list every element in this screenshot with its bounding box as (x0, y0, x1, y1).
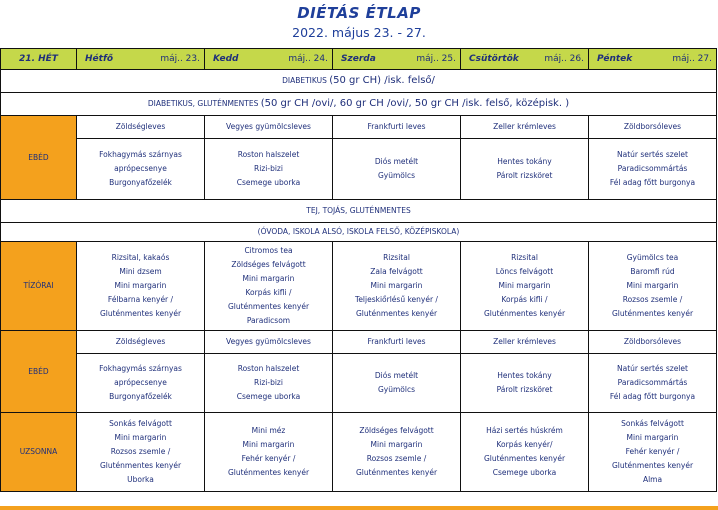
snack-cell (77, 413, 205, 492)
day-date: máj.. 27. (672, 54, 712, 64)
section-row-diabetic (1, 70, 717, 93)
dish-line: Rozsos zsemle / (366, 454, 427, 463)
day-name: Szerda (341, 54, 376, 64)
soup-cell: Vegyes gyümölcsleves (205, 116, 333, 139)
page-title: DIÉTÁS ÉTLAP (297, 4, 421, 22)
day-header-row (1, 49, 717, 70)
dish-line: Mini margarin (114, 281, 167, 290)
dish-line: Paradicsom (246, 316, 291, 325)
dish-line: Natúr sertés szelet (617, 364, 688, 373)
snack-cell (589, 413, 717, 492)
dish-line: Házi sertés húskrém (486, 426, 563, 435)
dish-line: aprópecsenye (114, 164, 167, 173)
section-row-diabetic-gluten (1, 93, 717, 116)
soup-cell: Zeller krémleves (461, 116, 589, 139)
main-dish-cell (589, 139, 717, 200)
dish-line: Alma (642, 475, 663, 484)
snack-cell (461, 413, 589, 492)
day-name: Kedd (213, 54, 239, 64)
dish-line: Gluténmentes kenyér (611, 309, 694, 318)
soup-cell: Zöldborsóleves (589, 331, 717, 354)
dish-line: Fokhagymás szárnyas (99, 150, 182, 159)
main-dish-cell (77, 354, 205, 413)
dish-line: Mini margarin (370, 440, 423, 449)
dish-line: Gluténmentes kenyér (611, 461, 694, 470)
section-note: (50 gr CH /ovi/, 60 gr CH /ovi/, 50 gr CH /isk. felső, középisk. ) (260, 98, 570, 109)
dish-line: Rozsos zsemle / (110, 447, 171, 456)
meal-label-tizorai: TÍZÓRAI (1, 242, 77, 331)
bottom-accent-bar (0, 506, 718, 510)
dish-line: Csemege uborka (492, 468, 557, 477)
menu-table (0, 48, 717, 492)
dish-line: Párolt rizsköret (496, 171, 553, 180)
dish-line: Zala felvágott (370, 267, 423, 276)
main-dish-cell (333, 139, 461, 200)
section-title-diabetic (1, 70, 717, 93)
dish-line: Gluténmentes kenyér (99, 309, 182, 318)
day-date: máj.. 25. (416, 54, 456, 64)
dish-line: Diós metélt (374, 157, 419, 166)
dish-line: Gluténmentes kenyér (355, 309, 438, 318)
snack-cell (333, 242, 461, 331)
section-row-milk-egg-gluten (1, 200, 717, 223)
section-title-text: DIABETIKUS, GLUTÉNMENTES (147, 99, 259, 108)
day-cell-thursday (461, 49, 589, 70)
dish-line: Fokhagymás szárnyas (99, 364, 182, 373)
dish-line: Gluténmentes kenyér (227, 468, 310, 477)
dish-line: Rizi-bizi (254, 378, 283, 387)
dish-line: Gyümölcs tea (626, 253, 679, 262)
snack-cell (461, 242, 589, 331)
day-name: Hétfő (85, 54, 114, 64)
dish-line: Gyümölcs (377, 171, 415, 180)
day-cell-friday (589, 49, 717, 70)
day-name: Péntek (597, 54, 633, 64)
dish-line: aprópecsenye (114, 378, 167, 387)
dish-line: Paradicsommártás (617, 378, 688, 387)
section-title-text: DIABETIKUS (282, 76, 327, 85)
dish-line: Zöldséges felvágott (231, 260, 306, 269)
dish-line: Korpás kifli / (245, 288, 292, 297)
main-dish-cell (589, 354, 717, 413)
dish-line: Gluténmentes kenyér (483, 454, 566, 463)
main-dish-cell (461, 354, 589, 413)
day-date: máj.. 24. (288, 54, 328, 64)
day-name: Csütörtök (469, 54, 519, 64)
dish-line: Félbarna kenyér / (107, 295, 174, 304)
day-cell-wednesday (333, 49, 461, 70)
snack-cell (589, 242, 717, 331)
dish-line: Diós metélt (374, 371, 419, 380)
soup-cell: Zöldségleves (77, 116, 205, 139)
meal-row-ebed2-soups (1, 331, 717, 354)
dish-line: Gluténmentes kenyér (227, 302, 310, 311)
snack-cell (333, 413, 461, 492)
soup-cell: Zöldségleves (77, 331, 205, 354)
dish-line: Mini dzsem (119, 267, 162, 276)
dish-line: Rizsital, kakaós (111, 253, 170, 262)
soup-cell: Zeller krémleves (461, 331, 589, 354)
dish-line: Korpás kifli / (501, 295, 548, 304)
meal-label-ebed: EBÉD (1, 331, 77, 413)
dish-line: Csemege uborka (236, 178, 301, 187)
snack-cell (77, 242, 205, 331)
main-dish-cell (205, 354, 333, 413)
dish-line: Mini margarin (626, 281, 679, 290)
dish-line: Párolt rizsköret (496, 385, 553, 394)
dish-line: Teljeskiőrlésű kenyér / (355, 295, 438, 304)
main-dish-cell (461, 139, 589, 200)
dish-line: Fél adag főtt burgonya (609, 178, 696, 187)
dish-line: Mini margarin (626, 433, 679, 442)
meal-row-ebed-mains (1, 139, 717, 200)
dish-line: Zöldséges felvágott (359, 426, 434, 435)
dish-line: Mini margarin (242, 440, 295, 449)
section-subtitle: (ÓVODA, ISKOLA ALSÓ, ISKOLA FELSŐ, KÖZÉPISKOLA) (1, 223, 717, 242)
meal-row-ebed-soups (1, 116, 717, 139)
section-row-milk-subtitle (1, 223, 717, 242)
dish-line: Mini margarin (114, 433, 167, 442)
dish-line: Paradicsommártás (617, 164, 688, 173)
dish-line: Gluténmentes kenyér (99, 461, 182, 470)
dish-line: Sonkás felvágott (621, 419, 684, 428)
dish-line: Roston halszelet (237, 364, 300, 373)
day-cell-monday (77, 49, 205, 70)
dish-line: Natúr sertés szelet (617, 150, 688, 159)
dish-line: Burgonyafőzelék (109, 392, 172, 401)
section-title-milk-egg-gluten: TEJ, TOJÁS, GLUTÉNMENTES (1, 200, 717, 223)
dish-line: Fehér kenyér / (241, 454, 296, 463)
dish-line: Sonkás felvágott (109, 419, 172, 428)
main-dish-cell (205, 139, 333, 200)
meal-label-uzsonna: UZSONNA (1, 413, 77, 492)
day-cell-tuesday (205, 49, 333, 70)
section-title-diabetic-gluten (1, 93, 717, 116)
dish-line: Rozsos zsemle / (622, 295, 683, 304)
section-note: (50 gr CH) /isk. felső/ (329, 75, 435, 86)
week-label-text: 21. HÉT (19, 54, 58, 64)
soup-cell: Zöldborsóleves (589, 116, 717, 139)
dish-line: Burgonyafőzelék (109, 178, 172, 187)
dish-line: Mini margarin (370, 281, 423, 290)
main-dish-cell (77, 139, 205, 200)
dish-line: Csemege uborka (236, 392, 301, 401)
dish-line: Gluténmentes kenyér (355, 468, 438, 477)
dish-line: Baromfi rúd (630, 267, 675, 276)
dish-line: Roston halszelet (237, 150, 300, 159)
main-dish-cell (333, 354, 461, 413)
dish-line: Rizsital (511, 253, 538, 262)
soup-cell: Vegyes gyümölcsleves (205, 331, 333, 354)
dish-line: Korpás kenyér/ (496, 440, 553, 449)
meal-row-tizorai (1, 242, 717, 331)
day-date: máj.. 26. (544, 54, 584, 64)
date-range: 2022. május 23. - 27. (292, 25, 426, 40)
dish-line: Mini margarin (498, 281, 551, 290)
dish-line: Fél adag főtt burgonya (609, 392, 696, 401)
dish-line: Gluténmentes kenyér (483, 309, 566, 318)
dish-line: Rizi-bizi (254, 164, 283, 173)
dish-line: Hentes tokány (497, 157, 552, 166)
snack-cell (205, 413, 333, 492)
dish-line: Mini margarin (242, 274, 295, 283)
meal-label-ebed: EBÉD (1, 116, 77, 200)
week-label (1, 49, 77, 70)
day-date: máj.. 23. (160, 54, 200, 64)
soup-cell: Frankfurti leves (333, 116, 461, 139)
meal-row-ebed2-mains (1, 354, 717, 413)
dish-line: Uborka (127, 475, 154, 484)
dish-line: Citromos tea (244, 246, 293, 255)
dish-line: Gyümölcs (377, 385, 415, 394)
soup-cell: Frankfurti leves (333, 331, 461, 354)
dish-line: Fehér kenyér / (625, 447, 680, 456)
dish-line: Hentes tokány (497, 371, 552, 380)
dish-line: Mini méz (251, 426, 286, 435)
dish-line: Rizsital (383, 253, 410, 262)
dish-line: Löncs felvágott (495, 267, 554, 276)
snack-cell (205, 242, 333, 331)
meal-row-uzsonna (1, 413, 717, 492)
